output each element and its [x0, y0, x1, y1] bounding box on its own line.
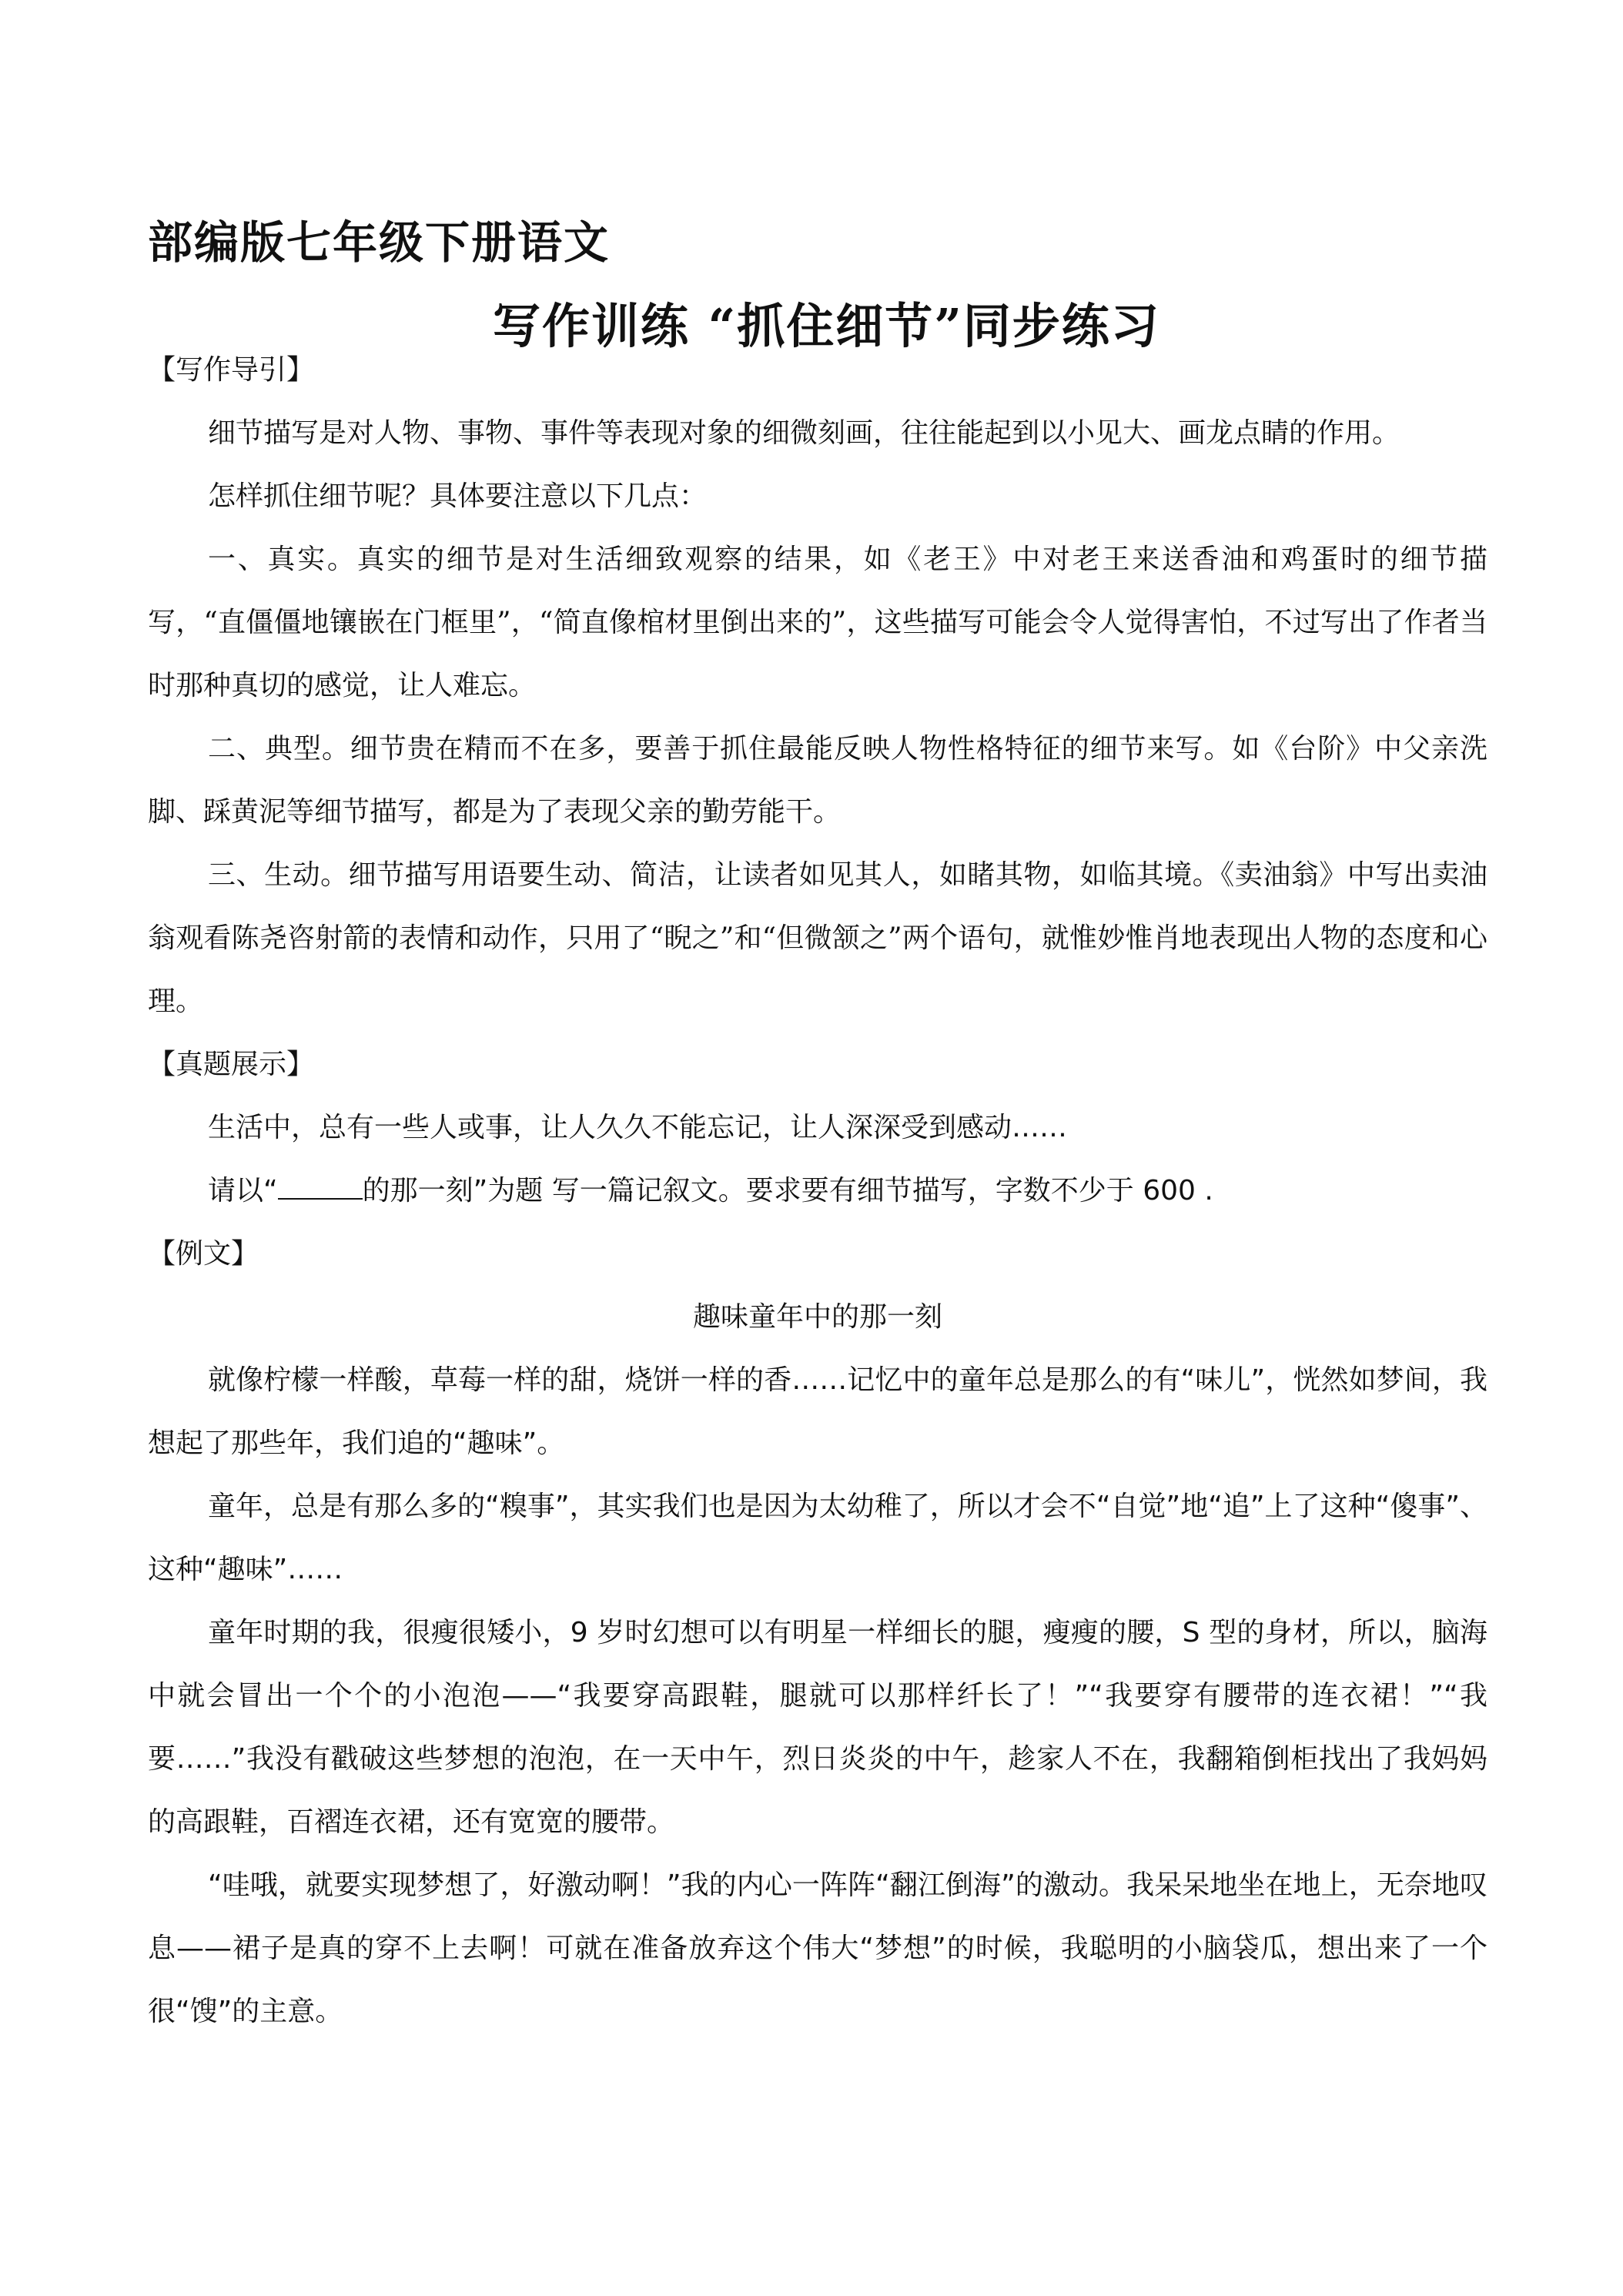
document-title: 部编版七年级下册语文: [148, 216, 611, 269]
guide-paragraph-3: 一、真实。真实的细节是对生活细致观察的结果，如《老王》中对老王来送香油和鸡蛋时的细节描写，“直僵僵地镶嵌在门框里”，“简直像棺材里倒出来的”，这些描写可能会令人觉得害怕，不过写出了作者当时那种真切的感觉，让人难忘。: [148, 544, 1487, 701]
exam-paragraph-1: 生活中，总有一些人或事，让人久久不能忘记，让人深深受到感动……: [208, 1112, 1068, 1143]
exam-prompt-start: 请以“: [208, 1175, 278, 1207]
document-body: [148, 339, 1487, 2043]
guide-paragraph-2: 怎样抓住细节呢？具体要注意以下几点：: [208, 480, 708, 512]
essay-title: 趣味童年中的那一刻: [692, 1301, 942, 1333]
exam-paragraph-2: [148, 1160, 1487, 1223]
essay-paragraph-1: 就像柠檬一样酸，草莓一样的甜，烧饼一样的香……记忆中的童年总是那么的有“味儿”，恍然如梦间，我想起了那些年，我们追的“趣味”。: [148, 1364, 1487, 1459]
essay-paragraph-3: 童年时期的我，很瘦很矮小，9 岁时幻想可以有明星一样细长的腿，瘦瘦的腰，S 型的身材，所以，脑海中就会冒出一个个的小泡泡——“我要穿高跟鞋，腿就可以那样纤长了！”“我要穿有腰带的连衣裙！”“我要……”我没有戳破这些梦想的泡泡，在一天中午，烈日炎炎的中午，趁家人不在，我翻箱倒柜找出了我妈妈的高跟鞋，百褶连衣裙，还有宽宽的腰带。: [148, 1617, 1487, 1838]
exam-prompt-end: 的那一刻”为题 写一篇记叙文。要求要有细节描写，字数不少于 600 .: [362, 1175, 1213, 1207]
guide-paragraph-4: 二、典型。细节贵在精而不在多，要善于抓住最能反映人物性格特征的细节来写。如《台阶》中父亲洗脚、踩黄泥等细节描写，都是为了表现父亲的勤劳能干。: [148, 733, 1487, 828]
fill-in-blank: [278, 1175, 363, 1200]
section-heading-guide: 【写作导引】: [148, 354, 315, 386]
essay-paragraph-4: “哇哦，就要实现梦想了，好激动啊！”我的内心一阵阵“翻江倒海”的激动。我呆呆地坐在地上，无奈地叹息——裙子是真的穿不上去啊！可就在准备放弃这个伟大“梦想”的时候，我聪明的小脑袋瓜，想出来了一个很“馊”的主意。: [148, 1869, 1487, 2027]
guide-paragraph-1: 细节描写是对人物、事物、事件等表现对象的细微刻画，往往能起到以小见大、画龙点睛的作用。: [208, 417, 1400, 449]
document-subtitle: 写作训练 “抓住细节”同步练习: [493, 298, 1160, 354]
essay-paragraph-2: 童年，总是有那么多的“糗事”，其实我们也是因为太幼稚了，所以才会不“自觉”地“追”上了这种“傻事”、这种“趣味”……: [148, 1491, 1487, 1585]
section-heading-sample: 【例文】: [148, 1238, 259, 1270]
section-heading-exam: 【真题展示】: [148, 1049, 315, 1080]
guide-paragraph-5: 三、生动。细节描写用语要生动、简洁，让读者如见其人，如睹其物，如临其境。《卖油翁》中写出卖油翁观看陈尧咨射箭的表情和动作，只用了“睨之”和“但微颔之”两个语句，就惟妙惟肖地表现出人物的态度和心理。: [148, 859, 1487, 1017]
